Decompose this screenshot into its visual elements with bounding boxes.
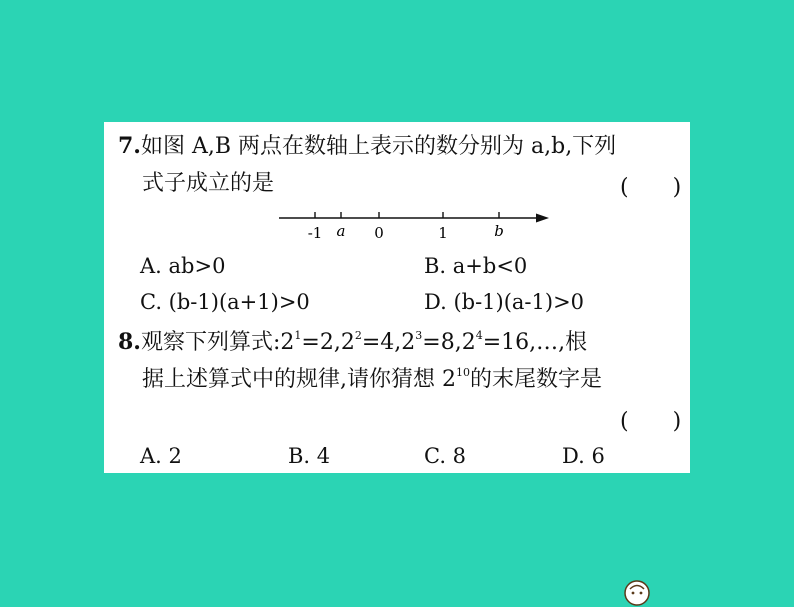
q7-stem-line2: 式子成立的是	[142, 171, 275, 196]
mascot-icon	[622, 577, 652, 607]
q8-power-1-exp: 1	[294, 329, 302, 342]
axis-label-a: a	[336, 222, 346, 240]
q7-line2	[118, 170, 274, 198]
q8-power-2-value: =4,	[361, 330, 402, 355]
number-line	[279, 208, 549, 242]
q8-power-3-value: =8,	[422, 330, 462, 355]
q7-option-d[interactable]: D. (b-1)(a-1)>0	[424, 290, 585, 314]
q8-option-a[interactable]: A. 2	[140, 444, 182, 468]
axis-label-b: b	[494, 222, 504, 240]
q8-power-2-base: 2	[340, 330, 355, 355]
q8-answer-paren: ( )	[620, 409, 682, 434]
q8-power-10-base: 2	[442, 367, 456, 392]
q8-power-3-exp: 3	[415, 329, 423, 342]
axis-arrow-icon	[536, 214, 549, 223]
axis-label-one: 1	[438, 224, 448, 242]
axis-label-minus-one: -1	[307, 224, 323, 242]
q7-option-a[interactable]: A. ab>0	[140, 254, 226, 278]
q7-number: 7.	[118, 133, 141, 159]
q8-power-1-value: =2,	[301, 330, 341, 355]
axis-label-zero: 0	[374, 224, 384, 242]
q8-power-1-base: 2	[280, 330, 295, 355]
q8-power-4-base: 2	[461, 330, 476, 355]
q8-option-c[interactable]: C. 8	[424, 444, 467, 468]
q8-power-10-exp: 10	[456, 366, 470, 379]
q7-option-c[interactable]: C. (b-1)(a+1)>0	[140, 290, 310, 314]
q7-stem-line1: 如图 A,B 两点在数轴上表示的数分别为 a,b,下列	[140, 134, 617, 159]
q7-line1	[118, 132, 616, 161]
q8-option-b[interactable]: B. 4	[288, 444, 331, 468]
q8-line1	[118, 328, 587, 357]
q8-power-4-exp: 4	[475, 329, 483, 342]
q8-stem-prefix: 观察下列算式:	[140, 330, 281, 355]
q7-option-b[interactable]: B. a+b<0	[424, 254, 528, 278]
q8-stem-line2: 据上述算式中的规律,请你猜想	[142, 367, 442, 392]
q8-line2	[118, 366, 602, 394]
q7-answer-paren: ( )	[620, 175, 682, 200]
q8-power-2-exp: 2	[354, 329, 362, 342]
q8-power-4-value: =16,…,根	[482, 330, 588, 355]
q8-option-d[interactable]: D. 6	[562, 444, 605, 468]
q8-stem-suffix: 的末尾数字是	[470, 367, 603, 392]
q8-power-3-base: 2	[401, 330, 416, 355]
question-card	[104, 122, 690, 473]
q8-number: 8.	[118, 329, 141, 355]
